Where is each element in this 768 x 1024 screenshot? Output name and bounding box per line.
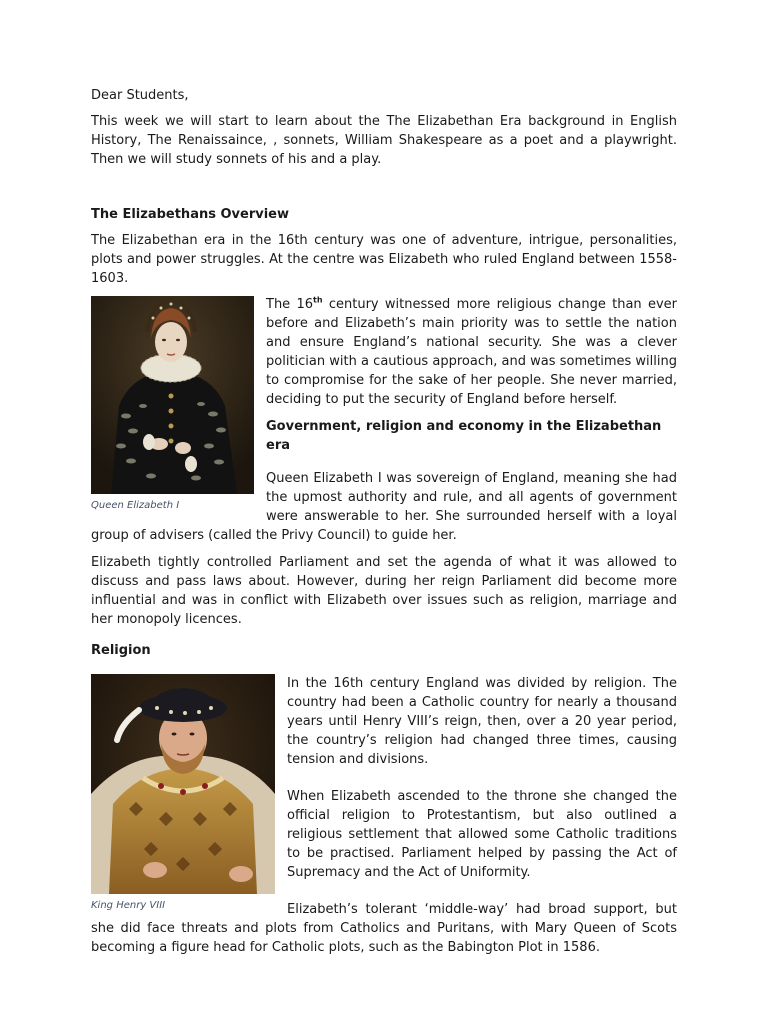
- religion-paragraph-1: In the 16th century England was divided by religion. The country had been a Catholic country for nearly a thousand years until Henry VIII’s reign, then, over a 20 year period, the country’s religion had changed three times, causing tension and divisions.: [287, 676, 677, 767]
- government-heading: Government, religion and economy in the Elizabethan era: [266, 419, 662, 453]
- henry-portrait-image: [91, 674, 275, 894]
- religion-heading: Religion: [91, 643, 151, 658]
- overview-heading: The Elizabethans Overview: [91, 207, 289, 222]
- overview-paragraph: The Elizabethan era in the 16th century was one of adventure, intrigue, personalities, plots and power struggles. At the centre was Elizabeth who ruled England between 1558-1603.: [91, 233, 677, 286]
- elizabeth-portrait-image: [91, 296, 254, 494]
- century-prefix: The 16: [266, 297, 314, 312]
- elizabeth-figure: [91, 296, 254, 512]
- government-paragraph-2: Elizabeth tightly controlled Parliament and set the agenda of what it was allowed to discuss and pass laws about. However, during her reign Parliament did become more influential and was in conflict with Elizabeth over issues such as religion, marriage and her monopoly licences.: [91, 555, 677, 627]
- elizabeth-caption: Queen Elizabeth I: [91, 500, 180, 511]
- government-paragraph-1: Queen Elizabeth I was sovereign of England, meaning she had the upmost authority and rule, and all agents of government were answerable to her. She surrounded herself with a loyal group of advisers (called the Privy Council) to guide her.: [91, 471, 677, 543]
- henry-figure: [91, 674, 275, 912]
- religion-paragraph-3: Elizabeth’s tolerant ‘middle-way’ had broad support, but she did face threats and plots from Catholics and Puritans, with Mary Queen of Scots becoming a figure head for Catholic plots, such as the Babington Plot in 1586.: [91, 902, 677, 955]
- century-superscript: th: [313, 295, 323, 305]
- document-page: [91, 86, 677, 957]
- henry-caption: King Henry VIII: [91, 900, 166, 911]
- intro-paragraph: This week we will start to learn about the The Elizabethan Era background in English History, The Renaissaince, , sonnets, William Shakespeare as a poet and a playwright. Then we will study sonnets of his and a play.: [91, 114, 677, 167]
- religion-paragraph-2: When Elizabeth ascended to the throne she changed the official religion to Protestantism, but also outlined a religious settlement that allowed some Catholic traditions to be practised. Parliament helped by passing the Act of Supremacy and the Act of Uniformity.: [287, 789, 677, 880]
- greeting: Dear Students,: [91, 88, 189, 103]
- century-rest: century witnessed more religious change than ever before and Elizabeth’s main priority was to settle the nation and ensure England’s national security. She was a clever politician with a cautious approach, and was sometimes willing to compromise for the sake of her people. She never married, deciding to put the security of England before herself.: [266, 297, 678, 407]
